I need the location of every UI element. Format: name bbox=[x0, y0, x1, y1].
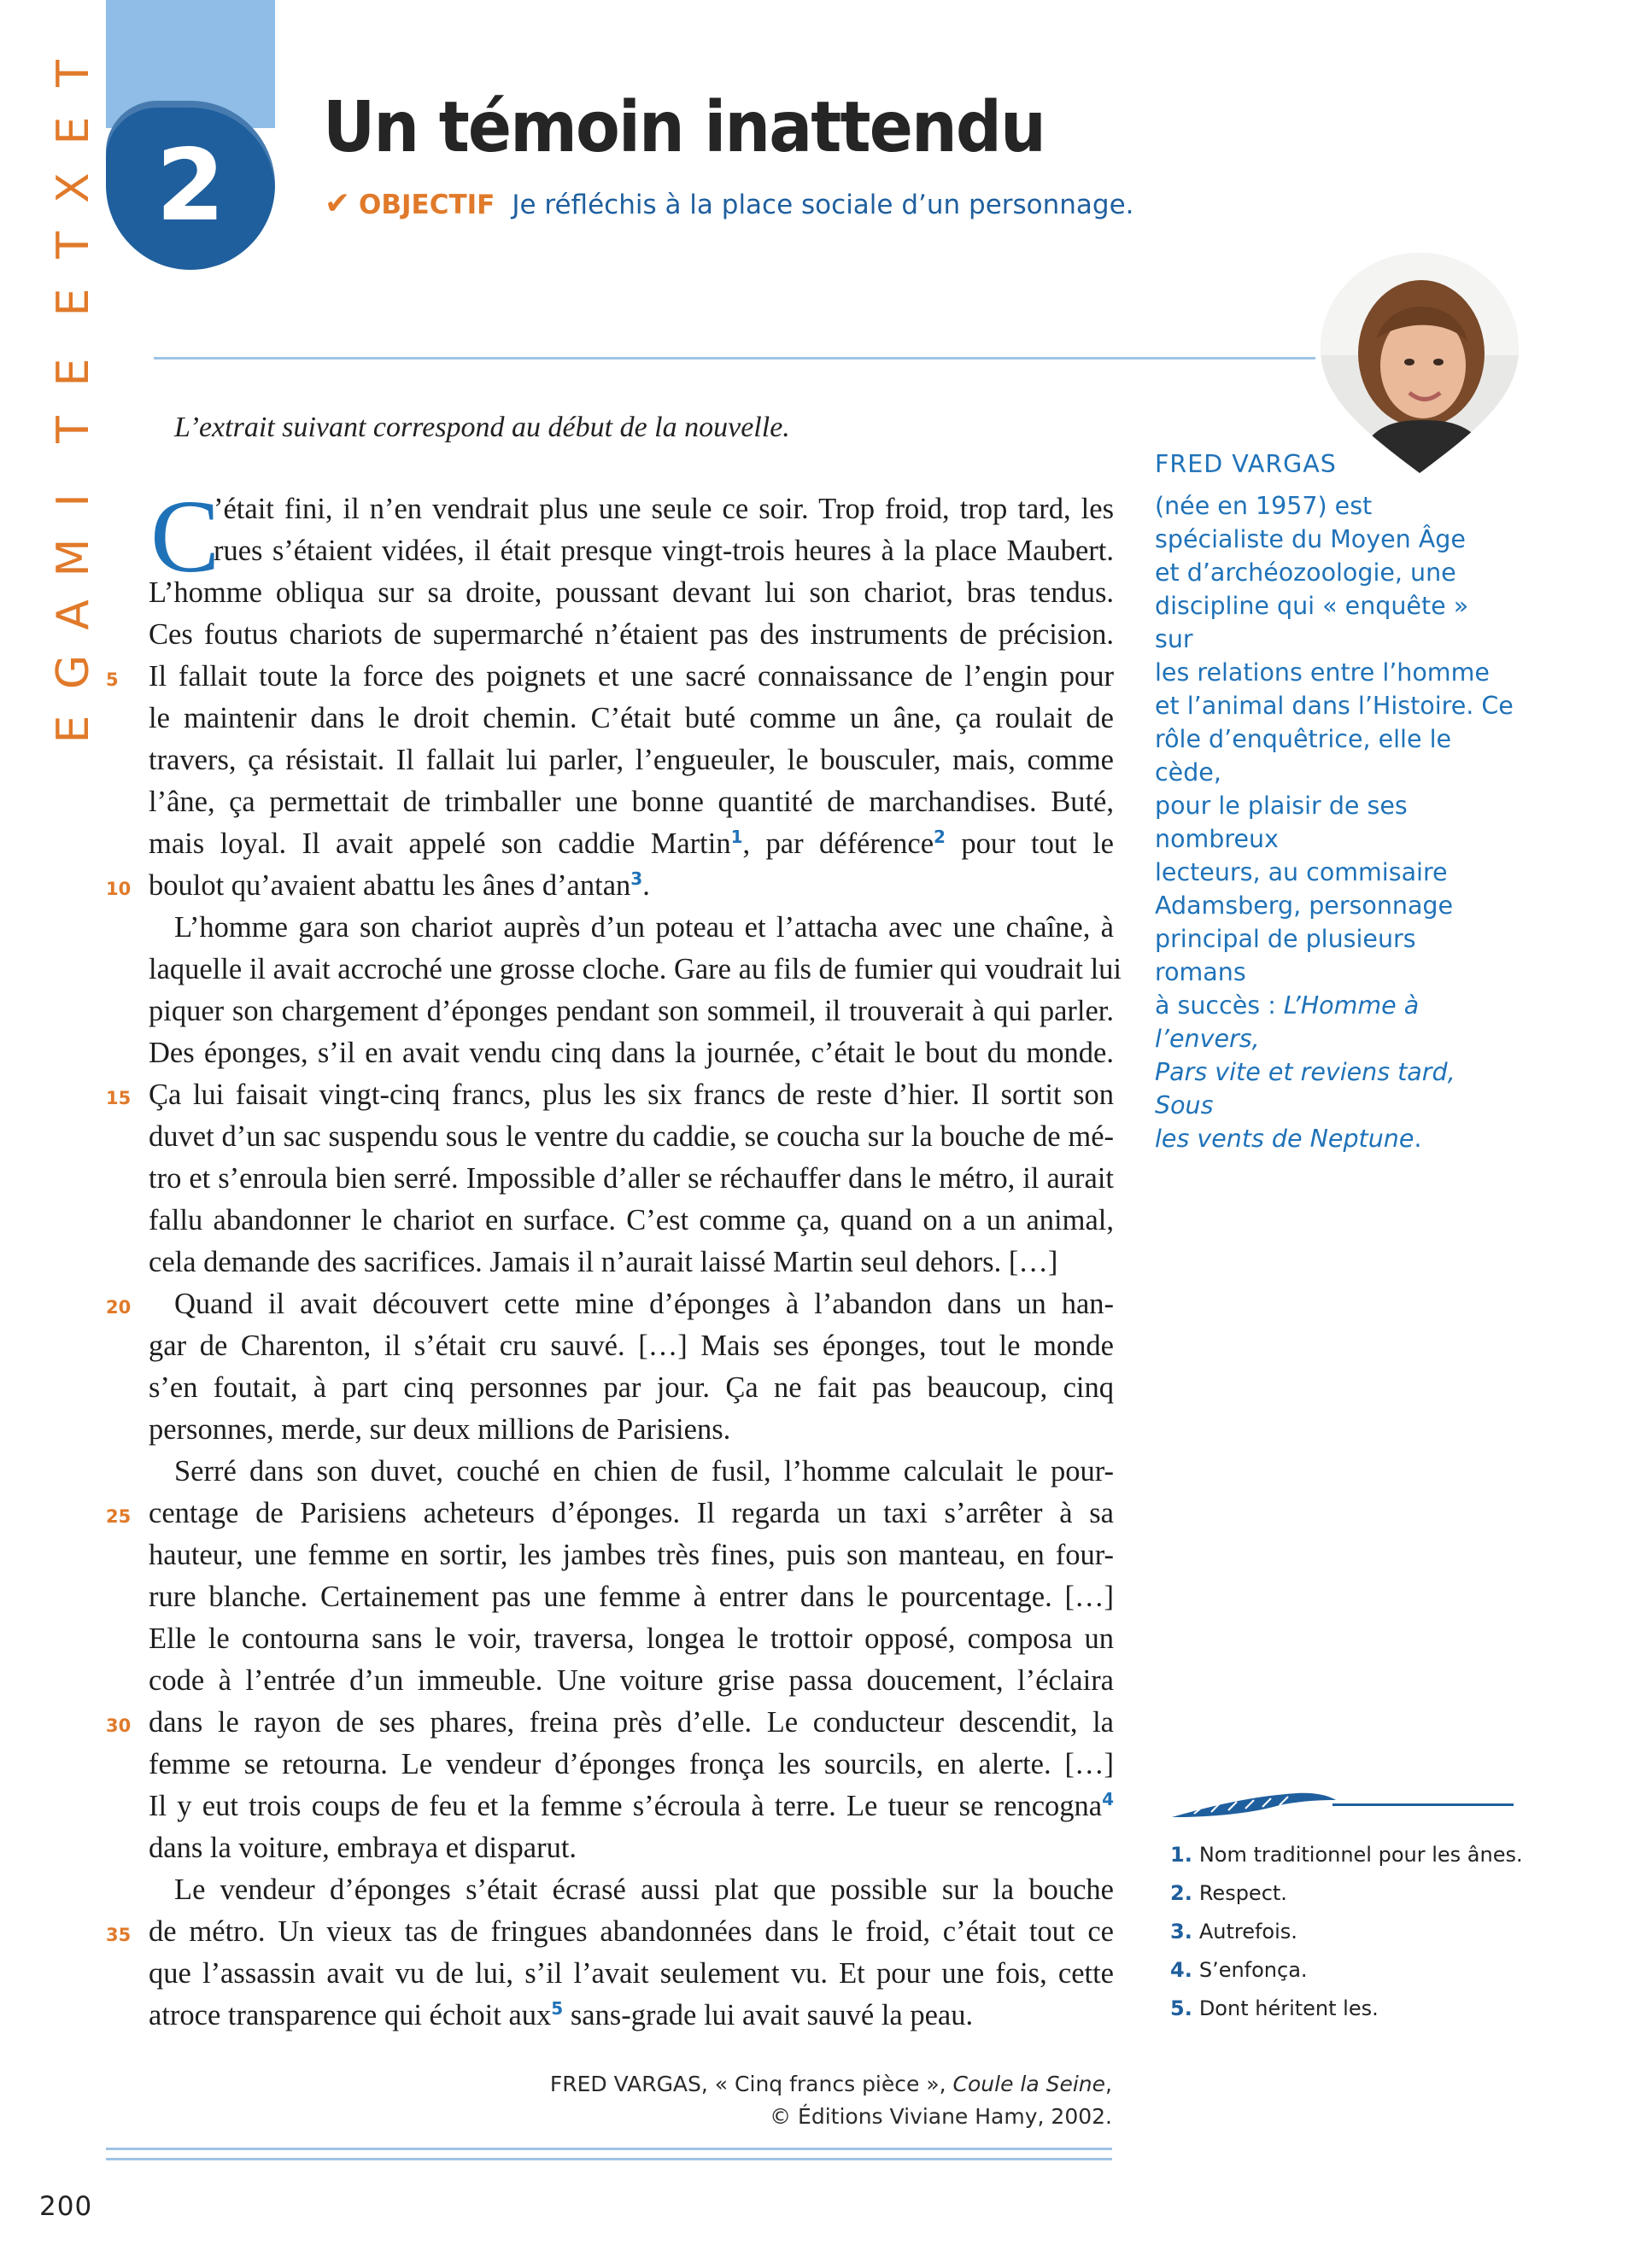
side-letter: T bbox=[48, 60, 99, 87]
text-line: Serré dans son duvet, couché en chien de fusil, l’homme calculait le pour- bbox=[174, 1455, 1114, 1488]
text-fragment: atroce transparence qui échoit aux bbox=[149, 1999, 552, 2031]
text-fragment: pour tout le bbox=[945, 827, 1114, 860]
line-number: 15 bbox=[106, 1088, 132, 1108]
footer-divider bbox=[106, 2148, 1112, 2150]
footnote-number: 1. bbox=[1170, 1843, 1192, 1867]
line-number: 10 bbox=[106, 879, 132, 899]
footnote-item bbox=[1170, 1836, 1523, 1874]
bio-line bbox=[1155, 989, 1514, 1055]
side-letter: G bbox=[48, 654, 99, 689]
objective-label: OBJECTIF bbox=[359, 190, 495, 220]
text-line: piquer son chargement d’éponges pendant son sommeil, il trouverait à qui parler. bbox=[149, 995, 1114, 1027]
footnote-item bbox=[1170, 1874, 1523, 1913]
side-letter: E bbox=[48, 288, 99, 317]
bio-work-title: Pars vite et reviens tard, Sous bbox=[1155, 1058, 1456, 1119]
text-fragment: sans-grade lui avait sauvé la peau. bbox=[563, 1999, 974, 2031]
text-line: dans la voiture, embraya et disparut. bbox=[149, 1832, 577, 1864]
footnote-text: Nom traditionnel pour les ânes. bbox=[1198, 1843, 1523, 1867]
text-line bbox=[149, 823, 1114, 865]
text-line: personnes, merde, sur deux millions de Parisiens. bbox=[149, 1413, 731, 1446]
objective-text: Je réfléchis à la place sociale d’un personnage. bbox=[512, 190, 1134, 220]
source-line: © Éditions Viviane Hamy, 2002. bbox=[770, 2104, 1112, 2129]
bio-line bbox=[1155, 1055, 1514, 1122]
text-line: s’en foutait, à part cinq personnes par jour. Ça ne fait pas beaucoup, cinq bbox=[149, 1371, 1114, 1404]
bio-line: rôle d’enquêtrice, elle le cède, bbox=[1155, 725, 1452, 786]
footnote-ref: 4 bbox=[1102, 1789, 1114, 1809]
source-citation bbox=[550, 2068, 1112, 2133]
text-fragment: , par déférence bbox=[742, 827, 934, 860]
bio-works-end: . bbox=[1414, 1125, 1422, 1153]
bio-line: (née en 1957) est bbox=[1155, 492, 1373, 520]
source-author: FRED VARGAS, « Cinq francs pièce », bbox=[549, 2072, 953, 2096]
page-title: Un témoin inattendu bbox=[323, 87, 1045, 168]
page-number: 200 bbox=[39, 2191, 93, 2222]
footnotes-list bbox=[1170, 1836, 1523, 2028]
intro-text: L’extrait suivant correspond au début de la nouvelle. bbox=[174, 412, 790, 443]
footnote-item bbox=[1170, 1951, 1523, 1990]
bio-line: pour le plaisir de ses nombreux bbox=[1155, 792, 1408, 853]
footnote-ref: 2 bbox=[934, 827, 946, 847]
footnote-ref: 5 bbox=[551, 1998, 564, 2019]
text-fragment: . bbox=[642, 869, 650, 902]
line-number: 35 bbox=[106, 1925, 132, 1945]
text-line: ’était fini, il n’en vendrait plus une seule ce soir. Trop froid, trop tard, les bbox=[214, 493, 1114, 525]
footnote-ref: 3 bbox=[630, 868, 643, 889]
text-line: Quand il avait découvert cette mine d’éponges à l’abandon dans un han- bbox=[174, 1288, 1114, 1320]
drop-cap: C bbox=[150, 479, 220, 594]
bio-work-title: L’Homme à l’envers, bbox=[1155, 991, 1420, 1053]
text-line: duvet d’un sac suspendu sous le ventre du caddie, se coucha sur la bouche de mé- bbox=[149, 1120, 1114, 1153]
bio-line: Adamsberg, personnage bbox=[1155, 891, 1454, 920]
text-line: laquelle il avait accroché une grosse cloche. Gare au fils de fumier qui voudrait lui bbox=[149, 953, 1122, 985]
bio-line: et l’animal dans l’Histoire. Ce bbox=[1155, 692, 1514, 720]
side-letter: A bbox=[48, 599, 99, 630]
text-line bbox=[149, 1995, 1114, 2037]
text-line: travers, ça résistait. Il fallait lui parler, l’engueuler, le bousculer, mais, comme bbox=[149, 744, 1114, 776]
bio-line: lecteurs, au commisaire bbox=[1155, 858, 1448, 886]
text-fragment: Il y eut trois coups de feu et la femme s’écroula à terre. Le tueur se rencogna bbox=[149, 1790, 1103, 1822]
text-fragment: boulot qu’avaient abattu les ânes d’antan bbox=[149, 869, 631, 902]
text-line: rues s’étaient vidées, il était presque vingt-trois heures à la place Maubert. bbox=[214, 535, 1114, 567]
author-name: FRED VARGAS bbox=[1155, 450, 1337, 478]
footnote-text: Dont héritent les. bbox=[1198, 1996, 1379, 2020]
section-label-vertical bbox=[48, 51, 99, 751]
side-letter: I bbox=[48, 493, 99, 507]
source-book: Coule la Seine bbox=[952, 2072, 1106, 2096]
side-letter: X bbox=[48, 172, 99, 203]
chapter-number: 2 bbox=[155, 127, 226, 243]
text-line: Ça lui faisait vingt-cinq francs, plus les six francs de reste d’hier. Il sortit son bbox=[149, 1078, 1114, 1111]
text-line: L’homme obliqua sur sa droite, poussant devant lui son chariot, bras tendus. bbox=[149, 576, 1114, 609]
bio-line: principal de plusieurs romans bbox=[1155, 925, 1416, 986]
footnote-number: 4. bbox=[1170, 1958, 1192, 1982]
footnote-number: 3. bbox=[1170, 1920, 1192, 1944]
text-line: Ces foutus chariots de supermarché n’étaient pas des instruments de précision. bbox=[149, 618, 1114, 651]
text-line bbox=[149, 1786, 1114, 1827]
text-line bbox=[149, 865, 1114, 907]
line-number: 25 bbox=[106, 1506, 132, 1527]
text-line: Il fallait toute la force des poignets et une sacré connaissance de l’engin pour bbox=[149, 660, 1114, 693]
bio-line: et d’archéozoologie, une bbox=[1155, 558, 1456, 587]
bio-line: discipline qui « enquête » sur bbox=[1155, 592, 1469, 653]
text-line: code à l’entrée d’un immeuble. Une voiture grise passa doucement, l’éclaira bbox=[149, 1664, 1114, 1697]
footnote-number: 5. bbox=[1170, 1996, 1192, 2020]
text-line: de métro. Un vieux tas de fringues abandonnées dans le froid, c’était tout ce bbox=[149, 1915, 1114, 1948]
side-letter: E bbox=[48, 715, 99, 744]
source-line bbox=[550, 2068, 1112, 2101]
line-number: 30 bbox=[106, 1716, 132, 1736]
footnote-ref: 1 bbox=[730, 827, 743, 847]
text-line: dans le rayon de ses phares, freina près d’elle. Le conducteur descendit, la bbox=[149, 1706, 1114, 1739]
footnote-item bbox=[1170, 1913, 1523, 1951]
side-letter: E bbox=[48, 358, 99, 387]
side-letter: T bbox=[48, 231, 99, 260]
text-line: gar de Charenton, il s’était cru sauvé. […] Mais ses éponges, tout le monde bbox=[149, 1330, 1114, 1362]
objective-line bbox=[325, 186, 1134, 221]
footnote-number: 2. bbox=[1170, 1881, 1192, 1905]
side-letter: T bbox=[48, 416, 99, 444]
text-line: l’âne, ça permettait de trimballer une bonne quantité de marchandises. Buté, bbox=[149, 786, 1114, 818]
check-icon: ✔ bbox=[325, 186, 351, 221]
text-line: cela demande des sacrifices. Jamais il n’aurait laissé Martin seul dehors. […] bbox=[149, 1246, 1058, 1278]
footer-divider bbox=[106, 2158, 1112, 2160]
text-line: fallu abandonner le chariot en surface. C’est comme ça, quand on a un animal, bbox=[149, 1204, 1114, 1236]
bio-line bbox=[1155, 1122, 1514, 1155]
text-line: centage de Parisiens acheteurs d’éponges. Il regarda un taxi s’arrêter à sa bbox=[149, 1497, 1114, 1529]
header-divider bbox=[154, 357, 1315, 359]
bio-line: les relations entre l’homme bbox=[1155, 658, 1490, 687]
bio-work-title: les vents de Neptune bbox=[1155, 1125, 1414, 1153]
author-bio bbox=[1155, 489, 1514, 1155]
footnote-item bbox=[1170, 1990, 1523, 2028]
text-line: le maintenir dans le droit chemin. C’était buté comme un âne, ça roulait de bbox=[149, 702, 1114, 734]
text-line: femme se retourna. Le vendeur d’éponges fronça les sourcils, en alerte. […] bbox=[149, 1748, 1114, 1780]
text-line: Des éponges, s’il en avait vendu cinq dans la journée, c’était le bout du monde. bbox=[149, 1037, 1114, 1069]
excerpt-body bbox=[149, 488, 1122, 2037]
author-sidebar bbox=[1155, 447, 1514, 1155]
text-fragment: mais loyal. Il avait appelé son caddie Martin bbox=[149, 827, 731, 860]
footnotes-divider bbox=[1332, 1803, 1514, 1806]
bio-works-prefix: à succès : bbox=[1155, 991, 1284, 1020]
side-letter: M bbox=[48, 538, 99, 577]
text-line: que l’assassin avait vu de lui, s’il l’avait seulement vu. Et pour une fois, cette bbox=[149, 1957, 1114, 1990]
text-line: hauteur, une femme en sortir, les jambes très fines, puis son manteau, en four- bbox=[149, 1539, 1114, 1571]
footnote-text: S’enfonça. bbox=[1198, 1958, 1308, 1982]
author-portrait bbox=[1321, 253, 1519, 473]
line-number: 5 bbox=[106, 669, 119, 690]
text-line: tro et s’enroula bien serré. Impossible d’aller se réchauffer dans le métro, il aurait bbox=[149, 1162, 1114, 1195]
text-line: Le vendeur d’éponges s’était écrasé aussi plat que possible sur la bouche bbox=[174, 1873, 1114, 1906]
footnote-text: Respect. bbox=[1198, 1881, 1287, 1905]
quill-icon bbox=[1168, 1783, 1339, 1827]
side-letter: E bbox=[48, 116, 99, 145]
footnote-text: Autrefois. bbox=[1198, 1920, 1297, 1944]
text-line: L’homme gara son chariot auprès d’un poteau et l’attacha avec une chaîne, à bbox=[174, 911, 1114, 944]
source-punct: , bbox=[1105, 2072, 1112, 2096]
text-line: rure blanche. Certainement pas une femme à entrer dans le pourcentage. […] bbox=[149, 1581, 1114, 1613]
text-line: Elle le contourna sans le voir, traversa, longea le trottoir opposé, composa un bbox=[149, 1622, 1114, 1655]
bio-line: spécialiste du Moyen Âge bbox=[1155, 525, 1466, 553]
line-number: 20 bbox=[106, 1297, 132, 1318]
